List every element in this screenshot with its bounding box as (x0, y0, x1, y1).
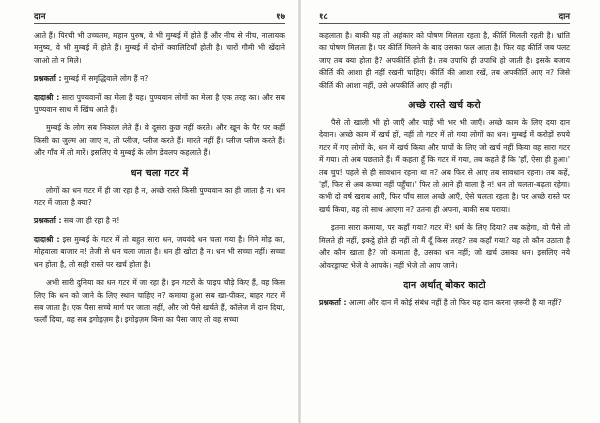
paragraph: इतना सारा कमाया, पर कहाँ गया? गटर में! धर्म के लिए दिया? तब कहेगा, वो पैसे तो मिलते ही नहीं, इकट्ठे होते ही नहीं तो मैं दूँ किस तरह? तब कहाँ गया? यह तो कौन उठाता है और कौन खाता है? जो कमाता है, उसका धन नहीं; जो खर्च उसका धन। इसलिए नये ओवरड्राफ्ट भेजे वे आपके। नहीं भेजे तो आप जाने। (319, 223, 570, 270)
questioner-label: प्रश्नकर्ता : (319, 297, 347, 307)
questioner-label: प्रश्नकर्ता : (34, 216, 62, 226)
paragraph: लोगों का धन गटर में ही जा रहा है न, अच्छे रास्ते किसी पुण्यवान का ही जाता है न। धन गटर में जाता है क्या? (34, 185, 285, 208)
answer (34, 92, 285, 117)
page-number: १८ (319, 12, 328, 22)
right-page (301, 0, 600, 423)
left-page (0, 0, 299, 423)
section-heading: धन चला गटर में (130, 167, 189, 179)
question-text: मुम्बई में समृद्धिवाले लोग हैं न? (63, 74, 149, 84)
question (319, 297, 570, 309)
paragraph: पैसे तो खाली भी हो जाएँ और चाहें भी भर भी जाएँ। अच्छे काम के लिए दया दान देवान। अच्छे काम में खर्च हों, नहीं तो गटर में तो गया लोगों का धन। मुम्बई में करोड़ों रुपये गटर में गए लोगों के, धन में खर्च किया और पापों के लिए जो खर्च नहीं किया वह सारा गटर में गया। तो अब पछताते हैं। मैं कहता हूँ कि गटर में गया, तब कहते हैं कि 'हाँ, ऐसा ही हुआ।' तब चुप! पहले से ही सावधान रहना था न? अब फिर से आए तब सावधान रहना। तब कहें, 'हाँ, फिर से अब कच्चा नहीं पहुँचा।' फिर तो आने ही वाला है न! धन तो चलता-बढ़ता रहेगा। कभी दो वर्ष खराब आएँ, फिर पाँच साल अच्छे आएँ, ऐसे चलता रहता है। पर अच्छे रास्ते पर खर्च किया, वह तो साथ आएगा न? उतना ही अपना, बाकी सब पराया। (319, 118, 570, 214)
section-heading: दान अर्थात् बोकर काटो (403, 279, 486, 291)
question (34, 73, 285, 85)
questioner-label: प्रश्नकर्ता : (34, 74, 62, 84)
dadashri-label: दादाश्री : (34, 234, 60, 244)
answer-text: सारा पुण्यवानों का मेला है यह। पुण्यवान लोगों का मेला है एक तरह का। और सब पुण्यवान साथ में खिंच आते हैं। (34, 92, 285, 115)
answer (34, 234, 285, 271)
section-heading: अच्छे रास्ते खर्च करो (408, 100, 481, 112)
page-number: १७ (276, 12, 285, 22)
question (34, 215, 285, 227)
paragraph: कहलाता है। बाकी यह तो अहंकार को पोषण मिलता रहता है, कीर्ति मिलती रहती है। भ्रांति का पोषण मिलता है। पर कीर्ति मिलने के बाद उसका फल आता है। फिर वह कीर्ति जब पलट जाए तब क्या होता है? अपकीर्ति होती है। तब उपाधि ही उपाधि हो जाती है। इसके बजाय कीर्ति की आशा ही नहीं रखनी चाहिए। कीर्ति की आशा रखें, तब अपकीर्ति आए न? जिसे कीर्ति की आशा नहीं, उसे अपकीर्ति आए ही नहीं। (319, 31, 570, 90)
dadashri-label: दादाश्री : (34, 92, 60, 102)
paragraph: मुम्बई के लोग सब निकाल लेते हैं। वे दूसरा कुछ नहीं करते। और खून के पैर पर कहीं किसी का जुल्म आ जाए न, तो प्लीज, प्लीज करते हैं। मारते नहीं हैं। प्लीज प्लीज करते हैं। और गाँव में तो मारें। इसलिए ये मुम्बई के लोग डेवलप कहलाते हैं। (34, 123, 285, 158)
right-page-header (319, 10, 570, 24)
left-page-header (34, 10, 285, 24)
paragraph: अभी सारी दुनिया का धन गटर में जा रहा है। इन गटरों के पाइप चौड़े किए हैं, वह किस लिए कि धन को जाने के लिए स्थान चाहिए न? कमाया हुआ सब खा-पीकर, बाहर गटर में सब जाता है। एक पैसा सच्चे मार्ग पर जाता नहीं, और जो पैसे खर्चते हैं, कॉलेज में दान दिया, फलाँ दिया, वह सब इगोइज़म है। इगोइज़म बिना का पैसा जाए तो वह सच्चा (34, 278, 285, 325)
running-title: दान (34, 12, 46, 22)
question-text: सब जा ही रहा है न! (63, 216, 120, 226)
running-title: दान (558, 12, 570, 22)
answer-text: इस मुम्बई के गटर में तो बहुत सारा धन, जयवंदे धन चला गया है। गिने मोड़ का, मोहवाला बाजार न! तेजी से धन चला जाता है। धन ही खोटा है न। धन भी सच्चा नहीं। सच्चा धन होता है, तो सही रास्ते पर खर्च होता है। (34, 234, 285, 269)
question-text: आत्मा और दान में कोई संबंध नहीं है तो फिर यह दान करना ज़रूरी है या नहीं? (348, 297, 562, 307)
paragraph: आते हैं। पिरची भी उच्चतम, महान पुरुष, वे भी मुम्बई में होते हैं और नीच से नीच, नालायक मनुष्य, वे भी मुम्बई में होते हैं। मुम्बई में दोनों क्वालिटियाँ होती है। चारों गौमी भी खेंदाने जाओ तो न मिले। (34, 31, 285, 65)
